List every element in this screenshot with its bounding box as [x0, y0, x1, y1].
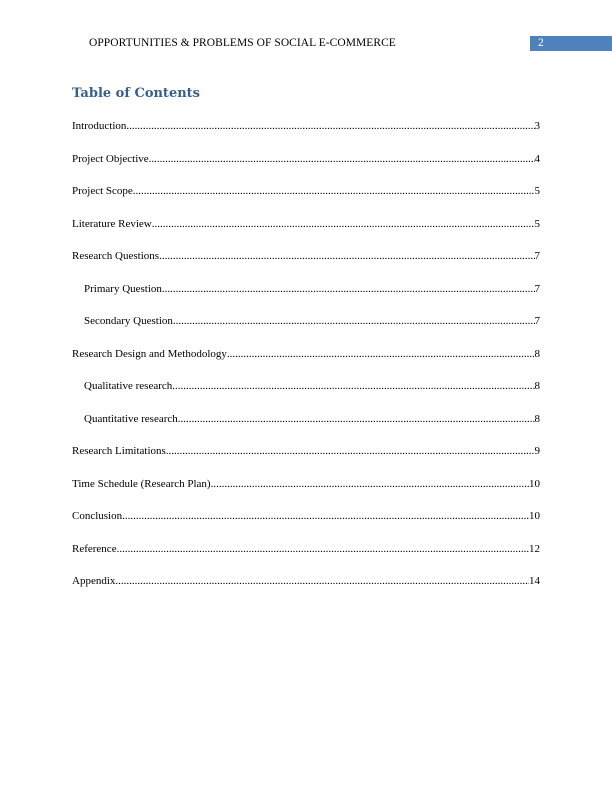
toc-entry-text: Conclusion: [72, 510, 123, 522]
toc-entry-project-scope[interactable]: [72, 184, 540, 217]
toc-entry-research-limitations[interactable]: [72, 444, 540, 477]
toc-dot-leader: [159, 249, 534, 263]
toc-entry-page: 10: [529, 477, 540, 490]
toc-entry-text: Research Limitations: [72, 445, 166, 457]
toc-entry-text: Primary Question: [84, 282, 162, 295]
toc-entry-appendix[interactable]: [72, 574, 540, 607]
toc-dot-leader: [122, 509, 529, 523]
toc-entry-text: Secondary Question: [84, 315, 173, 327]
toc-dot-leader: [172, 379, 534, 393]
toc-entry-text: Literature Review: [72, 217, 152, 230]
toc-entry-text: Quantitative research: [84, 412, 178, 425]
toc-entry-page: 14: [529, 575, 540, 587]
toc-entry-secondary-question[interactable]: [72, 314, 540, 347]
toc-entry-time-schedule[interactable]: [72, 477, 540, 510]
toc-entry-qualitative-research[interactable]: [72, 379, 540, 412]
running-header-title: OPPORTUNITIES & PROBLEMS OF SOCIAL E-COMMERCE: [89, 37, 396, 49]
toc-entry-reference[interactable]: [72, 542, 540, 575]
toc-entry-text: Research Questions: [72, 250, 160, 262]
toc-entry-text: Introduction: [72, 120, 127, 132]
toc-dot-leader: [152, 217, 535, 231]
toc-entry-page: 5: [534, 217, 540, 230]
toc-entry-text: Reference: [72, 542, 117, 555]
toc-dot-leader: [117, 542, 529, 556]
toc-entry-page: 8: [534, 380, 540, 392]
toc-entry-research-questions[interactable]: [72, 249, 540, 282]
toc-entry-page: 9: [534, 445, 540, 457]
toc-entry-page: 4: [534, 152, 540, 165]
toc-dot-leader: [211, 477, 529, 491]
toc-entry-text: Project Scope: [72, 185, 133, 197]
toc-entry-introduction[interactable]: [72, 119, 540, 152]
toc-dot-leader: [227, 347, 535, 361]
toc-dot-leader: [115, 574, 529, 588]
toc-entry-page: 7: [534, 250, 540, 262]
toc-entry-project-objective[interactable]: [72, 152, 540, 185]
toc-entry-page: 8: [534, 347, 540, 360]
toc-entry-text: Appendix: [72, 575, 116, 587]
toc-entry-page: 8: [534, 412, 540, 425]
table-of-contents: [72, 119, 540, 607]
toc-entry-text: Time Schedule (Research Plan): [72, 477, 211, 490]
toc-entry-text: Qualitative research: [84, 380, 173, 392]
page-number-badge: 2: [530, 36, 612, 51]
toc-heading: Table of Contents: [72, 86, 200, 101]
toc-dot-leader: [149, 152, 535, 166]
toc-entry-page: 10: [529, 510, 540, 522]
toc-entry-primary-question[interactable]: [72, 282, 540, 315]
toc-dot-leader: [133, 184, 535, 198]
toc-dot-leader: [178, 412, 535, 426]
toc-entry-text: Research Design and Methodology: [72, 347, 227, 360]
toc-entry-quantitative-research[interactable]: [72, 412, 540, 445]
toc-entry-page: 5: [534, 185, 540, 197]
toc-dot-leader: [173, 314, 535, 328]
toc-entry-page: 7: [534, 282, 540, 295]
toc-entry-conclusion[interactable]: [72, 509, 540, 542]
toc-dot-leader: [126, 119, 534, 133]
toc-dot-leader: [166, 444, 535, 458]
toc-entry-text: Project Objective: [72, 152, 149, 165]
toc-dot-leader: [162, 282, 535, 296]
toc-entry-research-design[interactable]: [72, 347, 540, 380]
toc-entry-page: 12: [529, 542, 540, 555]
toc-entry-literature-review[interactable]: [72, 217, 540, 250]
toc-entry-page: 3: [534, 120, 540, 132]
toc-entry-page: 7: [534, 315, 540, 327]
